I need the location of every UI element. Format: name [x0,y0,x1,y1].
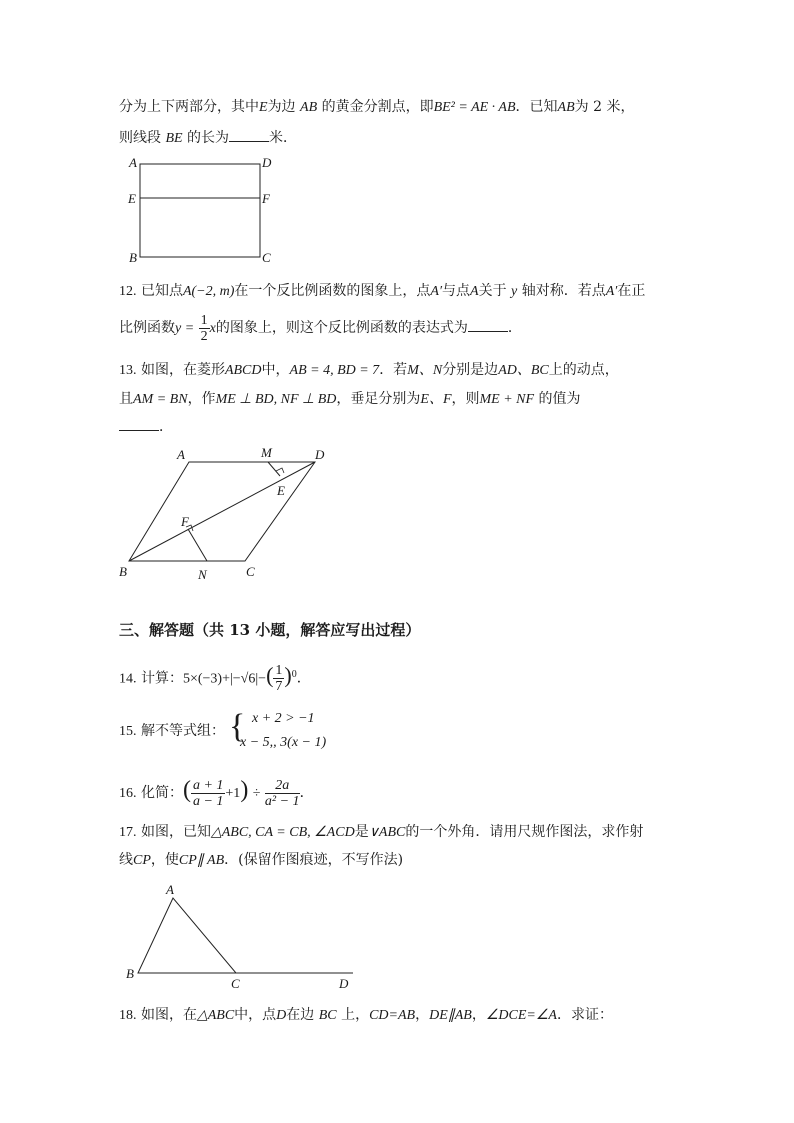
rectangle-figure [120,150,280,270]
label-D: D [315,447,325,462]
q13-line-1: 13. 如图，在菱形ABCD中，AB = 4, BD = 7．若M、N分别是边AD、BC上的动点， [119,362,619,378]
rhombus-figure [115,440,345,585]
label-C: C [262,250,271,265]
label-E: E [128,191,136,206]
label-D: D [339,976,349,991]
q17-line-2: 线CP，使CP∥ AB．(保留作图痕迹，不写作法) [119,852,404,868]
q11-line-1: 分为上下两部分，其中E为边 AB 的黄金分割点，即BE² = AE · AB．已知AB为 2 米， [119,99,635,115]
label-B: B [129,250,137,265]
triangle-figure [118,878,363,993]
label-A: A [177,447,185,462]
golden-formula: BE² = AE · AB [433,100,516,115]
label-B: B [119,564,127,579]
fraction-2a: $\frac{2a}{\text{a² − 1}}$ [264,777,300,809]
section-heading: 三、解答题（共 13 小题，解答应写出过程） [119,621,421,639]
label-N: N [198,567,207,582]
brace-icon: { [229,708,246,745]
q13-line-3: ． [119,416,173,437]
q15-label: 15. 解不等式组： [119,723,225,739]
label-A: A [129,155,137,170]
q13-line-2: 且AM = BN，作ME ⊥ BD, NF ⊥ BD，垂足分别为E、F，则ME + NF 的值为 [119,391,581,407]
label-E: E [277,483,285,498]
label-F: F [181,514,189,529]
fraction-one-half: $\frac{1}{2}$ [200,312,208,344]
q14-line: 14. 计算：5×(−3)+|−√6|−( $\frac{1}{7}$ )$^0$． [119,662,311,695]
q11-line-2: 则线段 BE 的长为 米． [119,127,297,149]
label-M: M [261,445,272,460]
q15-row-2: x − 5,, 3(x − 1) [240,735,327,750]
answer-blank [229,127,269,142]
label-F: F [262,191,270,206]
q15-row-1: x + 2 > −1 [252,711,315,726]
label-D: D [262,155,272,170]
label-C: C [246,564,255,579]
label-A: A [166,882,174,897]
q12-line-2: 比例函数y = $\frac{1}{2}$ x的图象上，则这个反比例函数的表达式为 ． [119,312,522,344]
q17-line-1: 17. 如图，已知△ABC, CA = CB, ∠ACD是∨ABC的一个外角．请用尺规作图法，求作射 [119,824,644,840]
answer-blank [468,317,508,332]
fraction-a1-a1: $\frac{a + 1}{a - 1}$ [192,777,224,809]
q18-line: 18. 如图，在△ABC中，点D在边 BC 上，CD=AB，DE∥AB，∠DCE=∠A．求证： [119,1007,613,1023]
label-B: B [126,966,134,981]
answer-blank [119,416,159,431]
q16-line: 16. 化简：( $\frac{a + 1}{a - 1}$ +1) ÷ $\frac{2a}{\text{a² − 1}}$ ． [119,777,314,809]
q12-line-1: 12. 已知点A(−2, m)在一个反比例函数的图象上，点A′与点A关于 y 轴对称．若点A′在正 [119,283,646,299]
fraction-one-seventh: $\frac{1}{7}$ [275,663,283,695]
label-C: C [231,976,240,991]
